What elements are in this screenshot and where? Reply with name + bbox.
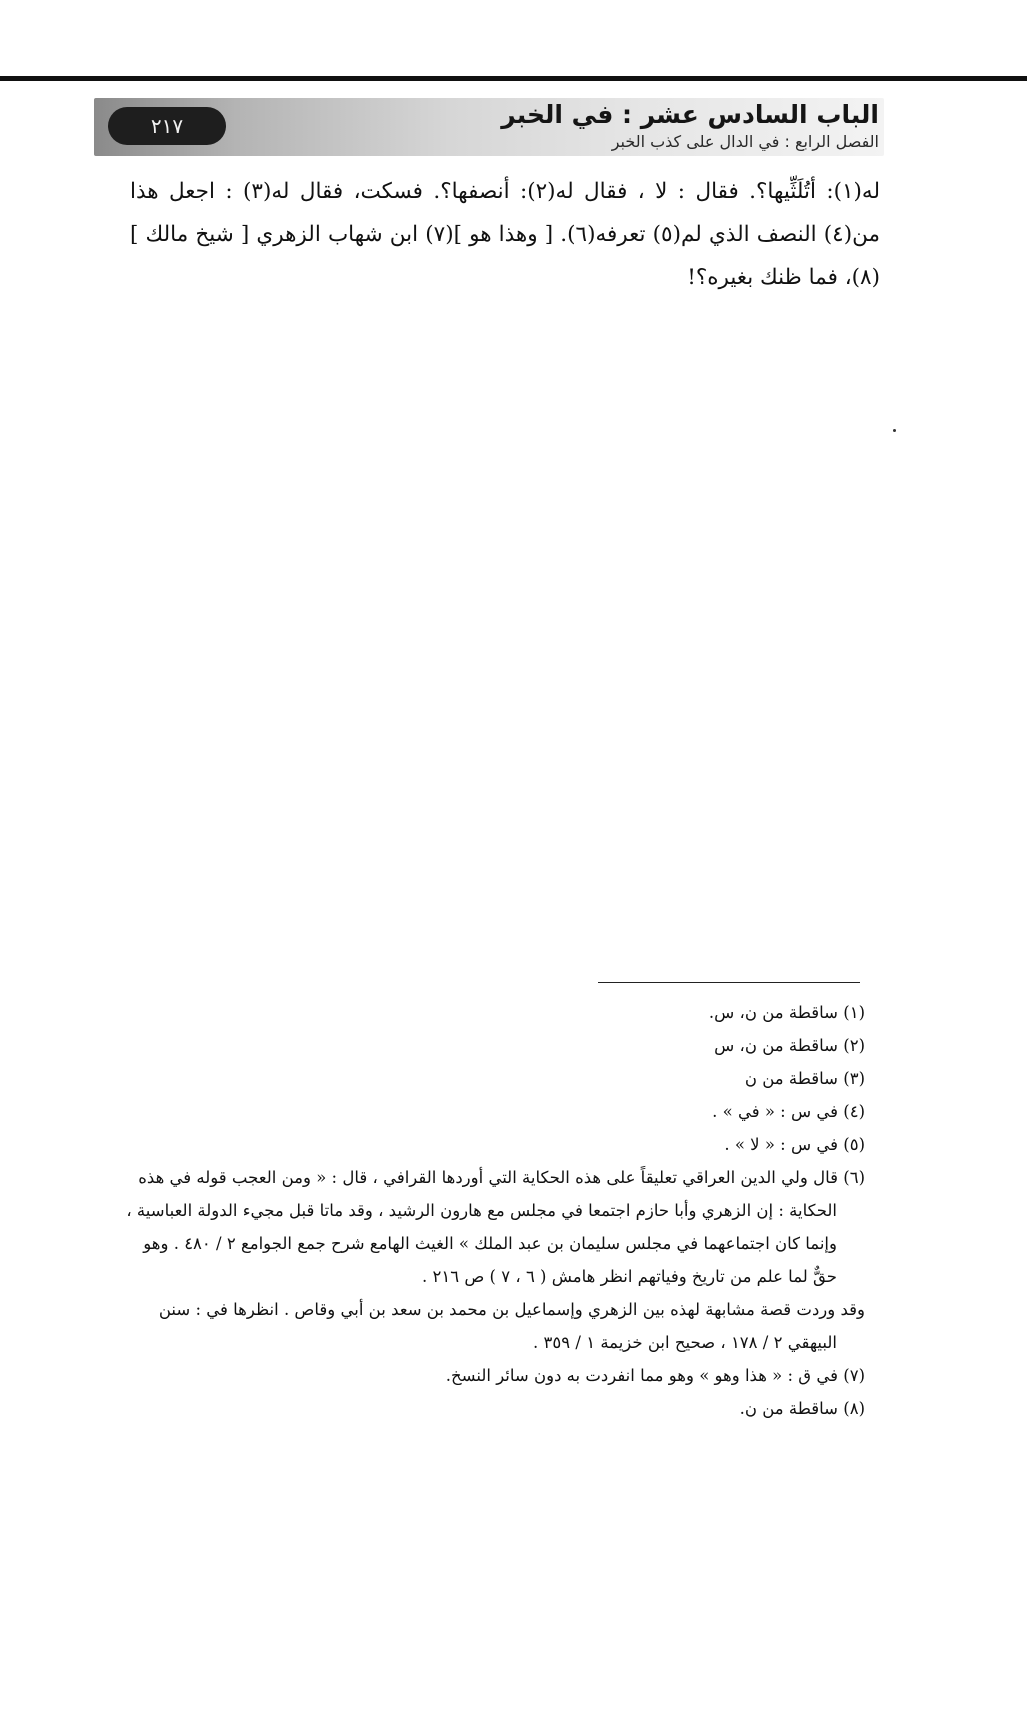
footnote-5: (٥) في س : « لا » . [724,1135,865,1154]
footnote-1: (١) ساقطة من ن، س. [708,1003,865,1022]
page-number: ٢١٧ [108,107,226,145]
footnote-2: (٢) ساقطة من ن، س [714,1036,865,1055]
footnote-6-line-5: وقد وردت قصة مشابهة لهذه بين الزهري وإسماعيل بن محمد بن سعد بن أبي وقاص . انظرها في : سنن [158,1300,865,1319]
top-rule [0,76,1027,81]
footnote-3: (٣) ساقطة من ن [744,1069,865,1088]
main-text [130,170,880,299]
footnote-6-line-4: حقٌّ لما علم من تاريخ وفياتهم انظر هامش ( ٦ ، ٧ ) ص ٢١٦ . [422,1267,837,1286]
stray-dot [893,429,896,432]
body-paragraph: له(١): أتُلَثِّيها؟. فقال : لا ، فقال له(٢): أنصفها؟. فسكت، فقال له(٣) : اجعل هذا من(٤) النصف الذي لم(٥) تعرفه(٦). [ وهذا هو ](٧) ابن شهاب الزهري [ شيخ مالك ](٨)، فما ظنك بغيره؟! [130,179,881,290]
footnote-6-line-1: (٦) قال ولي الدين العراقي تعليقاً على هذه الحكاية التي أوردها القرافي ، قال : « ومن العجب قوله في هذه [138,1168,865,1187]
footnote-8: (٨) ساقطة من ن. [739,1399,865,1418]
chapter-title: الباب السادس عشر : في الخبر [501,100,879,129]
footnote-4: (٤) في س : « في » . [712,1102,865,1121]
footnote-7: (٧) في ق : « هذا وهو » وهو مما انفردت به دون سائر النسخ. [445,1366,865,1385]
footnote-separator [598,982,860,983]
footnotes [115,996,865,1425]
footnote-6-line-6: البيهقي ٢ / ١٧٨ ، صحيح ابن خزيمة ١ / ٣٥٩ . [533,1333,837,1352]
section-title: الفصل الرابع : في الدال على كذب الخبر [611,132,879,151]
footnote-6-line-3: وإنما كان اجتماعهما في مجلس سليمان بن عبد الملك » الغيث الهامع شرح جمع الجوامع ٢ / ٤٨٠ . وهو [143,1234,837,1253]
footnote-6-line-2: الحكاية : إن الزهري وأبا حازم اجتمعا في مجلس مع هارون الرشيد ، وقد ماتا قبل مجيء الدولة العباسية ، [126,1201,837,1220]
